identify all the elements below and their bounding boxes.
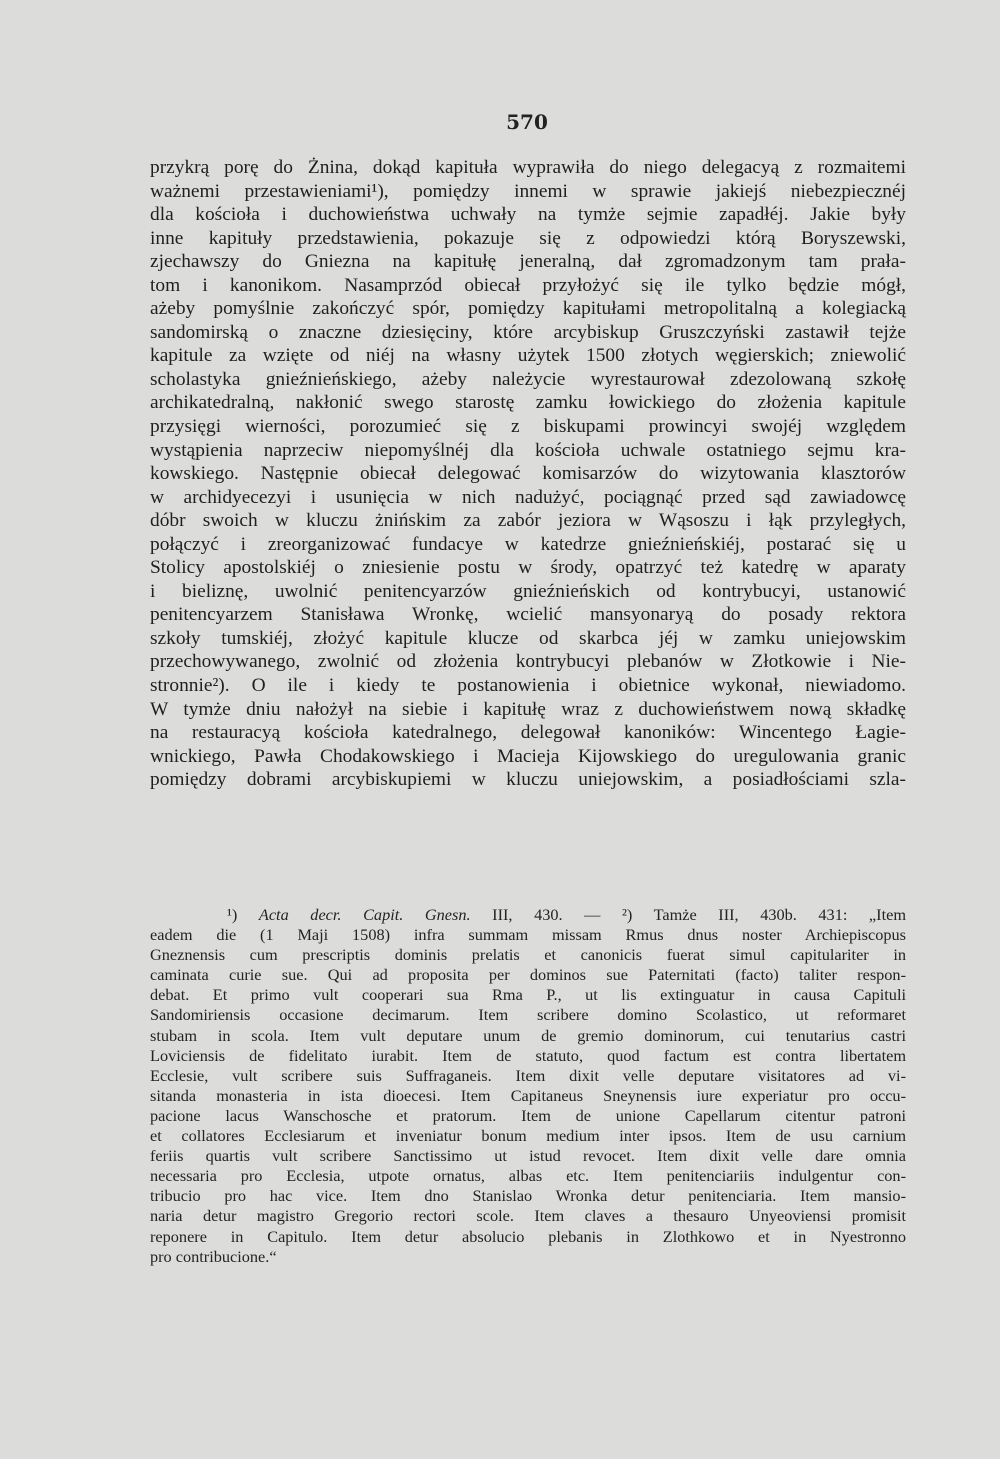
footnote-line: Gneznensis cum prescriptis dominis prelatis et canonicis fuerat simul capitulariter in [150, 945, 906, 965]
text-line: W tymże dniu nałożył na siebie i kapitułę wraz z duchowieństwem nową składkę [150, 698, 906, 720]
footnote-ref: III, 430. — ²) Tamże III, 430b. 431: „Item [492, 905, 906, 924]
text-line: ażeby pomyślnie zakończyć spór, pomiędzy kapitułami metropolitalną a kolegiacką [150, 298, 906, 320]
footnote-line: et collatores Ecclesiarum et inveniatur bonum medium inter ipsos. Item de usu carnium [150, 1126, 906, 1146]
page-number: 570 [506, 110, 548, 134]
text-line: kapitule za wzięte od niéj na własny użytek 1500 złotych węgierskich; zniewolić [150, 345, 906, 367]
text-line: kowskiego. Następnie obiecał delegować komisarzów do wizytowania klasztorów [150, 463, 906, 485]
footnote-line: pacione lacus Wanschosche et pratorum. Item de unione Capellarum citentur patroni [150, 1105, 906, 1125]
footnote-line: necessaria pro Ecclesia, utpote ornatus, albas etc. Item penitenciariis indulgentur con- [150, 1166, 906, 1186]
footnote-line: naria detur magistro Gregorio rectori scole. Item claves a thesauro Unyeoviensi promisit [150, 1206, 906, 1226]
text-line: przykrą porę do Żnina, dokąd kapituła wyprawiła do niego delegacyą z rozmaitemi [150, 157, 906, 178]
text-line: ważnemi przestawieniami¹), pomiędzy innemi w sprawie jakiejś niebezpiecznéj [150, 180, 906, 202]
footnote-line: stubam in scola. Item vult deputare unum de gremio dominorum, cui tenutarius castri [150, 1025, 906, 1045]
text-line: na restauracyą kościoła katedralnego, delegował kanoników: Wincentego Łagie- [150, 722, 906, 744]
text-line: dóbr swoich w kluczu żnińskim za zabór jeziora w Wąsoszu i łąk przyległych, [150, 510, 906, 532]
text-line: tom i kanonikom. Nasamprzód obiecał przyłożyć się ile tylko będzie mógł, [150, 274, 906, 296]
text-line: penitencyarzem Stanisława Wronkę, wcielić mansyonaryą do posady rektora [150, 604, 906, 626]
text-line: archikatedralną, nakłonić swego starostę zamku łowickiego do złożenia kapitule [150, 392, 906, 414]
footnote-line: caminata curie sue. Qui ad proposita per dominos sue Paternitati (facto) taliter respon- [150, 965, 906, 985]
text-line: inne kapituły przedstawienia, pokazuje się z odpowiedzi którą Boryszewski, [150, 227, 906, 249]
footnote-line: Loviciensis de fidelitato iurabit. Item de statuto, quod factum est contra libertatem [150, 1045, 906, 1065]
text-line: dla kościoła i duchowieństwa uchwały na tymże sejmie zapadłéj. Jakie były [150, 204, 906, 226]
footnote-line: reponere in Capitulo. Item detur absolucio plebanis in Zlothkowo et in Nyestronno [150, 1226, 906, 1246]
text-line: przechowywanego, zwolnić od złożenia kontrybucyi plebanów w Złotkowie i Nie- [150, 651, 906, 673]
text-line: stronnie²). O ile i kiedy te postanowienia i obietnice wykonał, niewiadomo. [150, 675, 906, 697]
text-line: szkoły tumskiéj, złożyć kapitule klucze od skarbca jéj w zamku uniejowskim [150, 627, 906, 649]
text-line: połączyć i zreorganizować fundacye w katedrze gnieźnieńskiéj, postarać się u [150, 533, 906, 555]
footnote-source: Acta decr. Capit. Gnesn. [258, 905, 471, 924]
text-line: scholastyka gnieźnieńskiego, ażeby należycie wyrestaurował zdezolowaną szkołę [150, 368, 906, 390]
footnote-line: Ecclesie, vult scribere suis Suffraganeis. Item dixit velle deputare visitatores ad vi- [150, 1065, 906, 1085]
footnote-line: tribucio pro hac vice. Item dno Stanislao Wronka detur penitenciaria. Item mansio- [150, 1186, 906, 1206]
text-line: wystąpienia naprzeciw niepomyślnéj dla kościoła uchwale ostatniego sejmu kra- [150, 439, 906, 461]
footnote-line [150, 905, 906, 925]
text-line: wnickiego, Pawła Chodakowskiego i Macieja Kijowskiego do uregulowania granic [150, 745, 906, 767]
footnote-line: sitanda monasteria in ista dioecesi. Item Capitaneus Sneynensis iure experiatur pro occu- [150, 1085, 906, 1105]
text-line: pomiędzy dobrami arcybiskupiemi w kluczu uniejowskim, a posiadłościami szla- [150, 769, 906, 791]
footnote-line: eadem die (1 Maji 1508) infra summam missam Rmus dnus noster Archiepiscopus [150, 925, 906, 945]
text-line: sandomirską o znaczne dziesięciny, które arcybiskup Gruszczyński zastawił tejże [150, 321, 906, 343]
footnote-line: pro contribucione.“ [150, 1246, 277, 1266]
text-line: Stolicy apostolskiéj o zniesienie postu w środy, opatrzyć też katedrę w aparaty [150, 557, 906, 579]
footnotes [150, 905, 906, 1267]
footnote-marker: ¹) [227, 905, 238, 924]
text-line: przysięgi wierności, porozumieć się z biskupami prowincyi swojéj względem [150, 416, 906, 438]
text-line: w archidyecezyi i usunięcia w nich nadużyć, pociągnąć przed sąd zawiadowcę [150, 486, 906, 508]
text-line: i bieliznę, uwolnić penitencyarzów gnieźnieńskich od kontrybucyi, ustanowić [150, 580, 906, 602]
text-line: zjechawszy do Gniezna na kapitułę jeneralną, dał zgromadzonym tam prała- [150, 251, 906, 273]
footnote-line: debat. Et primo vult cooperari sua Rma P., ut lis extinguatur in causa Capituli [150, 985, 906, 1005]
footnote-line: Sandomiriensis occasione decimarum. Item scribere domino Scolastico, ut reformaret [150, 1005, 906, 1025]
main-text [150, 156, 906, 792]
footnote-line: feriis quartis vult scribere Sanctissimo ut istud revocet. Item dixit velle dare omnia [150, 1146, 906, 1166]
